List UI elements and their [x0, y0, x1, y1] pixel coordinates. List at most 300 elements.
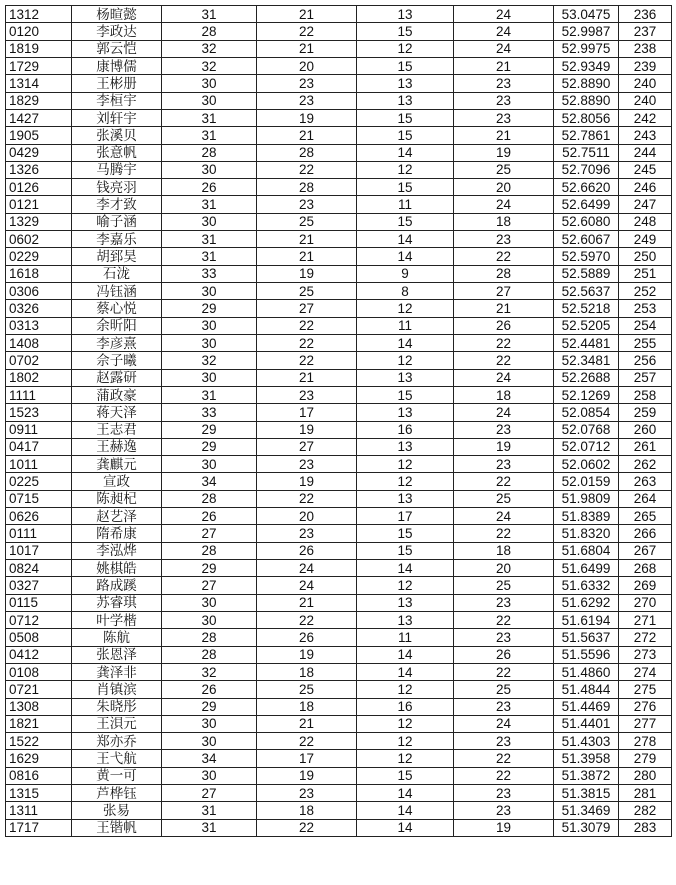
score-2-cell: 17 — [257, 750, 357, 767]
score-2-cell: 21 — [257, 127, 357, 144]
score-4-cell: 20 — [454, 179, 554, 196]
score-4-cell: 24 — [454, 6, 554, 23]
score-1-cell: 33 — [162, 404, 257, 421]
score-1-cell: 32 — [162, 663, 257, 680]
score-1-cell: 30 — [162, 715, 257, 732]
student-id-cell: 0715 — [6, 490, 72, 507]
score-2-cell: 22 — [257, 317, 357, 334]
score-1-cell: 31 — [162, 196, 257, 213]
score-2-cell: 21 — [257, 594, 357, 611]
student-name-cell: 钱亮羽 — [72, 179, 162, 196]
rank-cell: 254 — [619, 317, 672, 334]
student-id-cell: 0602 — [6, 231, 72, 248]
student-id-cell: 1523 — [6, 404, 72, 421]
score-2-cell: 27 — [257, 300, 357, 317]
score-3-cell: 12 — [357, 456, 454, 473]
total-score-cell: 51.9809 — [554, 490, 619, 507]
score-4-cell: 24 — [454, 369, 554, 386]
total-score-cell: 52.2688 — [554, 369, 619, 386]
student-id-cell: 0412 — [6, 646, 72, 663]
student-name-cell: 李泓烨 — [72, 542, 162, 559]
score-4-cell: 25 — [454, 681, 554, 698]
table-row — [6, 594, 672, 611]
student-name-cell: 郭云恺 — [72, 40, 162, 57]
score-1-cell: 29 — [162, 438, 257, 455]
student-id-cell: 1829 — [6, 92, 72, 109]
score-2-cell: 23 — [257, 525, 357, 542]
student-id-cell: 1311 — [6, 802, 72, 819]
score-4-cell: 22 — [454, 352, 554, 369]
score-4-cell: 23 — [454, 75, 554, 92]
score-2-cell: 23 — [257, 386, 357, 403]
score-4-cell: 23 — [454, 421, 554, 438]
student-name-cell: 朱晓彤 — [72, 698, 162, 715]
score-1-cell: 30 — [162, 161, 257, 178]
total-score-cell: 51.3872 — [554, 767, 619, 784]
score-1-cell: 30 — [162, 611, 257, 628]
student-id-cell: 1802 — [6, 369, 72, 386]
table-row — [6, 283, 672, 300]
total-score-cell: 52.1269 — [554, 386, 619, 403]
student-name-cell: 陈昶杞 — [72, 490, 162, 507]
table-row — [6, 456, 672, 473]
score-1-cell: 30 — [162, 594, 257, 611]
score-3-cell: 14 — [357, 802, 454, 819]
table-row — [6, 577, 672, 594]
score-4-cell: 23 — [454, 733, 554, 750]
score-2-cell: 22 — [257, 819, 357, 836]
student-id-cell: 1326 — [6, 161, 72, 178]
score-1-cell: 28 — [162, 542, 257, 559]
student-name-cell: 李嘉乐 — [72, 231, 162, 248]
score-3-cell: 16 — [357, 421, 454, 438]
score-1-cell: 28 — [162, 490, 257, 507]
score-3-cell: 13 — [357, 92, 454, 109]
score-2-cell: 23 — [257, 75, 357, 92]
rank-cell: 276 — [619, 698, 672, 715]
rank-cell: 269 — [619, 577, 672, 594]
table-row — [6, 179, 672, 196]
total-score-cell: 51.3958 — [554, 750, 619, 767]
total-score-cell: 52.5889 — [554, 265, 619, 282]
total-score-cell: 51.6292 — [554, 594, 619, 611]
score-3-cell: 15 — [357, 127, 454, 144]
score-2-cell: 19 — [257, 265, 357, 282]
total-score-cell: 52.5970 — [554, 248, 619, 265]
rank-cell: 259 — [619, 404, 672, 421]
score-1-cell: 28 — [162, 646, 257, 663]
total-score-cell: 52.5637 — [554, 283, 619, 300]
score-1-cell: 27 — [162, 525, 257, 542]
rank-cell: 252 — [619, 283, 672, 300]
total-score-cell: 52.7861 — [554, 127, 619, 144]
rank-cell: 258 — [619, 386, 672, 403]
student-name-cell: 龚麒元 — [72, 456, 162, 473]
score-3-cell: 12 — [357, 300, 454, 317]
table-row — [6, 109, 672, 126]
student-id-cell: 1717 — [6, 819, 72, 836]
student-id-cell: 0626 — [6, 508, 72, 525]
student-name-cell: 胡郅昊 — [72, 248, 162, 265]
table-row — [6, 334, 672, 351]
table-row — [6, 629, 672, 646]
score-4-cell: 22 — [454, 248, 554, 265]
score-3-cell: 14 — [357, 231, 454, 248]
score-3-cell: 13 — [357, 490, 454, 507]
table-row — [6, 369, 672, 386]
score-2-cell: 19 — [257, 473, 357, 490]
total-score-cell: 51.6332 — [554, 577, 619, 594]
total-score-cell: 52.6080 — [554, 213, 619, 230]
student-name-cell: 路成蹊 — [72, 577, 162, 594]
score-1-cell: 31 — [162, 6, 257, 23]
student-name-cell: 石泷 — [72, 265, 162, 282]
rank-cell: 280 — [619, 767, 672, 784]
student-id-cell: 0108 — [6, 663, 72, 680]
student-id-cell: 0824 — [6, 560, 72, 577]
score-3-cell: 16 — [357, 698, 454, 715]
table-row — [6, 819, 672, 836]
rank-cell: 282 — [619, 802, 672, 819]
rank-cell: 270 — [619, 594, 672, 611]
score-1-cell: 30 — [162, 334, 257, 351]
table-row — [6, 196, 672, 213]
rank-cell: 261 — [619, 438, 672, 455]
student-id-cell: 0702 — [6, 352, 72, 369]
student-name-cell: 佘子曦 — [72, 352, 162, 369]
score-table — [5, 5, 672, 837]
score-2-cell: 24 — [257, 560, 357, 577]
score-1-cell: 29 — [162, 300, 257, 317]
student-name-cell: 王彬册 — [72, 75, 162, 92]
score-1-cell: 26 — [162, 508, 257, 525]
table-row — [6, 750, 672, 767]
score-1-cell: 34 — [162, 750, 257, 767]
student-id-cell: 1408 — [6, 334, 72, 351]
score-2-cell: 22 — [257, 490, 357, 507]
rank-cell: 253 — [619, 300, 672, 317]
student-id-cell: 0816 — [6, 767, 72, 784]
score-3-cell: 14 — [357, 248, 454, 265]
score-4-cell: 24 — [454, 40, 554, 57]
rank-cell: 250 — [619, 248, 672, 265]
table-row — [6, 248, 672, 265]
student-name-cell: 王浿元 — [72, 715, 162, 732]
student-id-cell: 0111 — [6, 525, 72, 542]
score-4-cell: 22 — [454, 611, 554, 628]
score-1-cell: 26 — [162, 681, 257, 698]
student-name-cell: 冯钰涵 — [72, 283, 162, 300]
rank-cell: 283 — [619, 819, 672, 836]
table-row — [6, 6, 672, 23]
rank-cell: 255 — [619, 334, 672, 351]
total-score-cell: 51.5637 — [554, 629, 619, 646]
student-id-cell: 0306 — [6, 283, 72, 300]
table-row — [6, 542, 672, 559]
table-row — [6, 386, 672, 403]
score-1-cell: 32 — [162, 352, 257, 369]
score-1-cell: 31 — [162, 248, 257, 265]
score-4-cell: 22 — [454, 663, 554, 680]
score-1-cell: 28 — [162, 23, 257, 40]
score-4-cell: 23 — [454, 109, 554, 126]
rank-cell: 245 — [619, 161, 672, 178]
total-score-cell: 51.6194 — [554, 611, 619, 628]
score-1-cell: 28 — [162, 629, 257, 646]
score-2-cell: 20 — [257, 508, 357, 525]
student-name-cell: 苏睿琪 — [72, 594, 162, 611]
score-4-cell: 24 — [454, 715, 554, 732]
table-row — [6, 23, 672, 40]
score-4-cell: 26 — [454, 646, 554, 663]
score-2-cell: 23 — [257, 196, 357, 213]
table-row — [6, 265, 672, 282]
score-1-cell: 30 — [162, 767, 257, 784]
total-score-cell: 51.4860 — [554, 663, 619, 680]
total-score-cell: 52.5218 — [554, 300, 619, 317]
student-id-cell: 0229 — [6, 248, 72, 265]
score-4-cell: 18 — [454, 542, 554, 559]
score-1-cell: 29 — [162, 560, 257, 577]
table-row — [6, 421, 672, 438]
score-1-cell: 31 — [162, 109, 257, 126]
rank-cell: 236 — [619, 6, 672, 23]
table-row — [6, 300, 672, 317]
student-name-cell: 肖镇滨 — [72, 681, 162, 698]
table-row — [6, 404, 672, 421]
total-score-cell: 52.9975 — [554, 40, 619, 57]
student-name-cell: 郑亦乔 — [72, 733, 162, 750]
student-name-cell: 黄一可 — [72, 767, 162, 784]
total-score-cell: 52.5205 — [554, 317, 619, 334]
total-score-cell: 52.0159 — [554, 473, 619, 490]
student-name-cell: 赵艺泽 — [72, 508, 162, 525]
score-4-cell: 24 — [454, 196, 554, 213]
score-2-cell: 22 — [257, 334, 357, 351]
student-name-cell: 康博儒 — [72, 57, 162, 74]
score-4-cell: 23 — [454, 802, 554, 819]
score-3-cell: 14 — [357, 144, 454, 161]
total-score-cell: 51.3815 — [554, 785, 619, 802]
score-1-cell: 34 — [162, 473, 257, 490]
score-2-cell: 23 — [257, 92, 357, 109]
score-2-cell: 22 — [257, 23, 357, 40]
table-row — [6, 438, 672, 455]
student-name-cell: 李政达 — [72, 23, 162, 40]
rank-cell: 260 — [619, 421, 672, 438]
table-row — [6, 663, 672, 680]
student-id-cell: 1905 — [6, 127, 72, 144]
student-name-cell: 王赫逸 — [72, 438, 162, 455]
table-body — [6, 6, 672, 837]
table-row — [6, 733, 672, 750]
score-2-cell: 18 — [257, 663, 357, 680]
rank-cell: 244 — [619, 144, 672, 161]
total-score-cell: 53.0475 — [554, 6, 619, 23]
score-4-cell: 22 — [454, 525, 554, 542]
score-3-cell: 14 — [357, 646, 454, 663]
rank-cell: 257 — [619, 369, 672, 386]
student-id-cell: 1312 — [6, 6, 72, 23]
student-id-cell: 0417 — [6, 438, 72, 455]
score-4-cell: 23 — [454, 231, 554, 248]
total-score-cell: 51.5596 — [554, 646, 619, 663]
score-4-cell: 21 — [454, 57, 554, 74]
student-id-cell: 0326 — [6, 300, 72, 317]
rank-cell: 277 — [619, 715, 672, 732]
student-id-cell: 0911 — [6, 421, 72, 438]
score-2-cell: 28 — [257, 179, 357, 196]
score-2-cell: 23 — [257, 456, 357, 473]
score-2-cell: 21 — [257, 248, 357, 265]
table-row — [6, 508, 672, 525]
student-name-cell: 赵露研 — [72, 369, 162, 386]
total-score-cell: 51.3079 — [554, 819, 619, 836]
rank-cell: 246 — [619, 179, 672, 196]
table-row — [6, 611, 672, 628]
student-name-cell: 刘轩宇 — [72, 109, 162, 126]
score-2-cell: 22 — [257, 161, 357, 178]
table-row — [6, 490, 672, 507]
total-score-cell: 51.3469 — [554, 802, 619, 819]
score-4-cell: 28 — [454, 265, 554, 282]
student-id-cell: 1315 — [6, 785, 72, 802]
score-2-cell: 21 — [257, 369, 357, 386]
score-1-cell: 30 — [162, 456, 257, 473]
score-1-cell: 30 — [162, 317, 257, 334]
student-id-cell: 0126 — [6, 179, 72, 196]
score-3-cell: 15 — [357, 109, 454, 126]
score-4-cell: 22 — [454, 750, 554, 767]
total-score-cell: 51.4844 — [554, 681, 619, 698]
student-id-cell: 0120 — [6, 23, 72, 40]
score-2-cell: 22 — [257, 611, 357, 628]
score-3-cell: 12 — [357, 473, 454, 490]
score-1-cell: 30 — [162, 75, 257, 92]
score-4-cell: 26 — [454, 317, 554, 334]
student-id-cell: 0313 — [6, 317, 72, 334]
score-1-cell: 32 — [162, 57, 257, 74]
total-score-cell: 52.4481 — [554, 334, 619, 351]
student-name-cell: 姚棋皓 — [72, 560, 162, 577]
rank-cell: 272 — [619, 629, 672, 646]
score-3-cell: 14 — [357, 819, 454, 836]
score-1-cell: 31 — [162, 802, 257, 819]
score-3-cell: 11 — [357, 629, 454, 646]
rank-cell: 240 — [619, 75, 672, 92]
student-id-cell: 1427 — [6, 109, 72, 126]
score-3-cell: 17 — [357, 508, 454, 525]
score-3-cell: 12 — [357, 733, 454, 750]
score-2-cell: 22 — [257, 733, 357, 750]
score-4-cell: 20 — [454, 560, 554, 577]
score-4-cell: 23 — [454, 456, 554, 473]
rank-cell: 275 — [619, 681, 672, 698]
student-name-cell: 王锴帆 — [72, 819, 162, 836]
total-score-cell: 52.0602 — [554, 456, 619, 473]
score-3-cell: 8 — [357, 283, 454, 300]
student-name-cell: 喻子涵 — [72, 213, 162, 230]
student-id-cell: 1017 — [6, 542, 72, 559]
table-row — [6, 317, 672, 334]
score-2-cell: 21 — [257, 6, 357, 23]
rank-cell: 262 — [619, 456, 672, 473]
score-4-cell: 22 — [454, 767, 554, 784]
score-2-cell: 19 — [257, 646, 357, 663]
table-row — [6, 40, 672, 57]
rank-cell: 240 — [619, 92, 672, 109]
score-4-cell: 21 — [454, 300, 554, 317]
table-row — [6, 352, 672, 369]
table-row — [6, 144, 672, 161]
total-score-cell: 52.0768 — [554, 421, 619, 438]
table-row — [6, 127, 672, 144]
rank-cell: 268 — [619, 560, 672, 577]
student-name-cell: 马腾宇 — [72, 161, 162, 178]
score-3-cell: 13 — [357, 6, 454, 23]
score-4-cell: 23 — [454, 785, 554, 802]
student-id-cell: 0115 — [6, 594, 72, 611]
score-3-cell: 15 — [357, 767, 454, 784]
student-name-cell: 张易 — [72, 802, 162, 819]
student-name-cell: 余昕阳 — [72, 317, 162, 334]
rank-cell: 251 — [619, 265, 672, 282]
student-id-cell: 0721 — [6, 681, 72, 698]
score-1-cell: 27 — [162, 577, 257, 594]
total-score-cell: 51.8389 — [554, 508, 619, 525]
score-3-cell: 13 — [357, 611, 454, 628]
student-name-cell: 龚泽非 — [72, 663, 162, 680]
student-name-cell: 蒲政豪 — [72, 386, 162, 403]
total-score-cell: 52.7096 — [554, 161, 619, 178]
student-id-cell: 1329 — [6, 213, 72, 230]
score-2-cell: 23 — [257, 785, 357, 802]
total-score-cell: 52.9349 — [554, 57, 619, 74]
score-3-cell: 15 — [357, 57, 454, 74]
score-3-cell: 11 — [357, 317, 454, 334]
rank-cell: 247 — [619, 196, 672, 213]
total-score-cell: 52.0712 — [554, 438, 619, 455]
table-row — [6, 161, 672, 178]
table-row — [6, 715, 672, 732]
score-3-cell: 13 — [357, 594, 454, 611]
score-1-cell: 26 — [162, 179, 257, 196]
student-id-cell: 1821 — [6, 715, 72, 732]
student-name-cell: 叶学楷 — [72, 611, 162, 628]
rank-cell: 243 — [619, 127, 672, 144]
table-row — [6, 802, 672, 819]
table-row — [6, 698, 672, 715]
score-1-cell: 31 — [162, 819, 257, 836]
student-name-cell: 李彦熹 — [72, 334, 162, 351]
table-row — [6, 560, 672, 577]
student-id-cell: 0121 — [6, 196, 72, 213]
student-id-cell: 1522 — [6, 733, 72, 750]
score-4-cell: 22 — [454, 334, 554, 351]
score-1-cell: 27 — [162, 785, 257, 802]
score-2-cell: 25 — [257, 681, 357, 698]
score-4-cell: 23 — [454, 92, 554, 109]
score-4-cell: 24 — [454, 508, 554, 525]
table-row — [6, 75, 672, 92]
student-id-cell: 1629 — [6, 750, 72, 767]
score-3-cell: 12 — [357, 161, 454, 178]
rank-cell: 266 — [619, 525, 672, 542]
score-1-cell: 31 — [162, 127, 257, 144]
student-id-cell: 1618 — [6, 265, 72, 282]
total-score-cell: 52.9987 — [554, 23, 619, 40]
rank-cell: 242 — [619, 109, 672, 126]
